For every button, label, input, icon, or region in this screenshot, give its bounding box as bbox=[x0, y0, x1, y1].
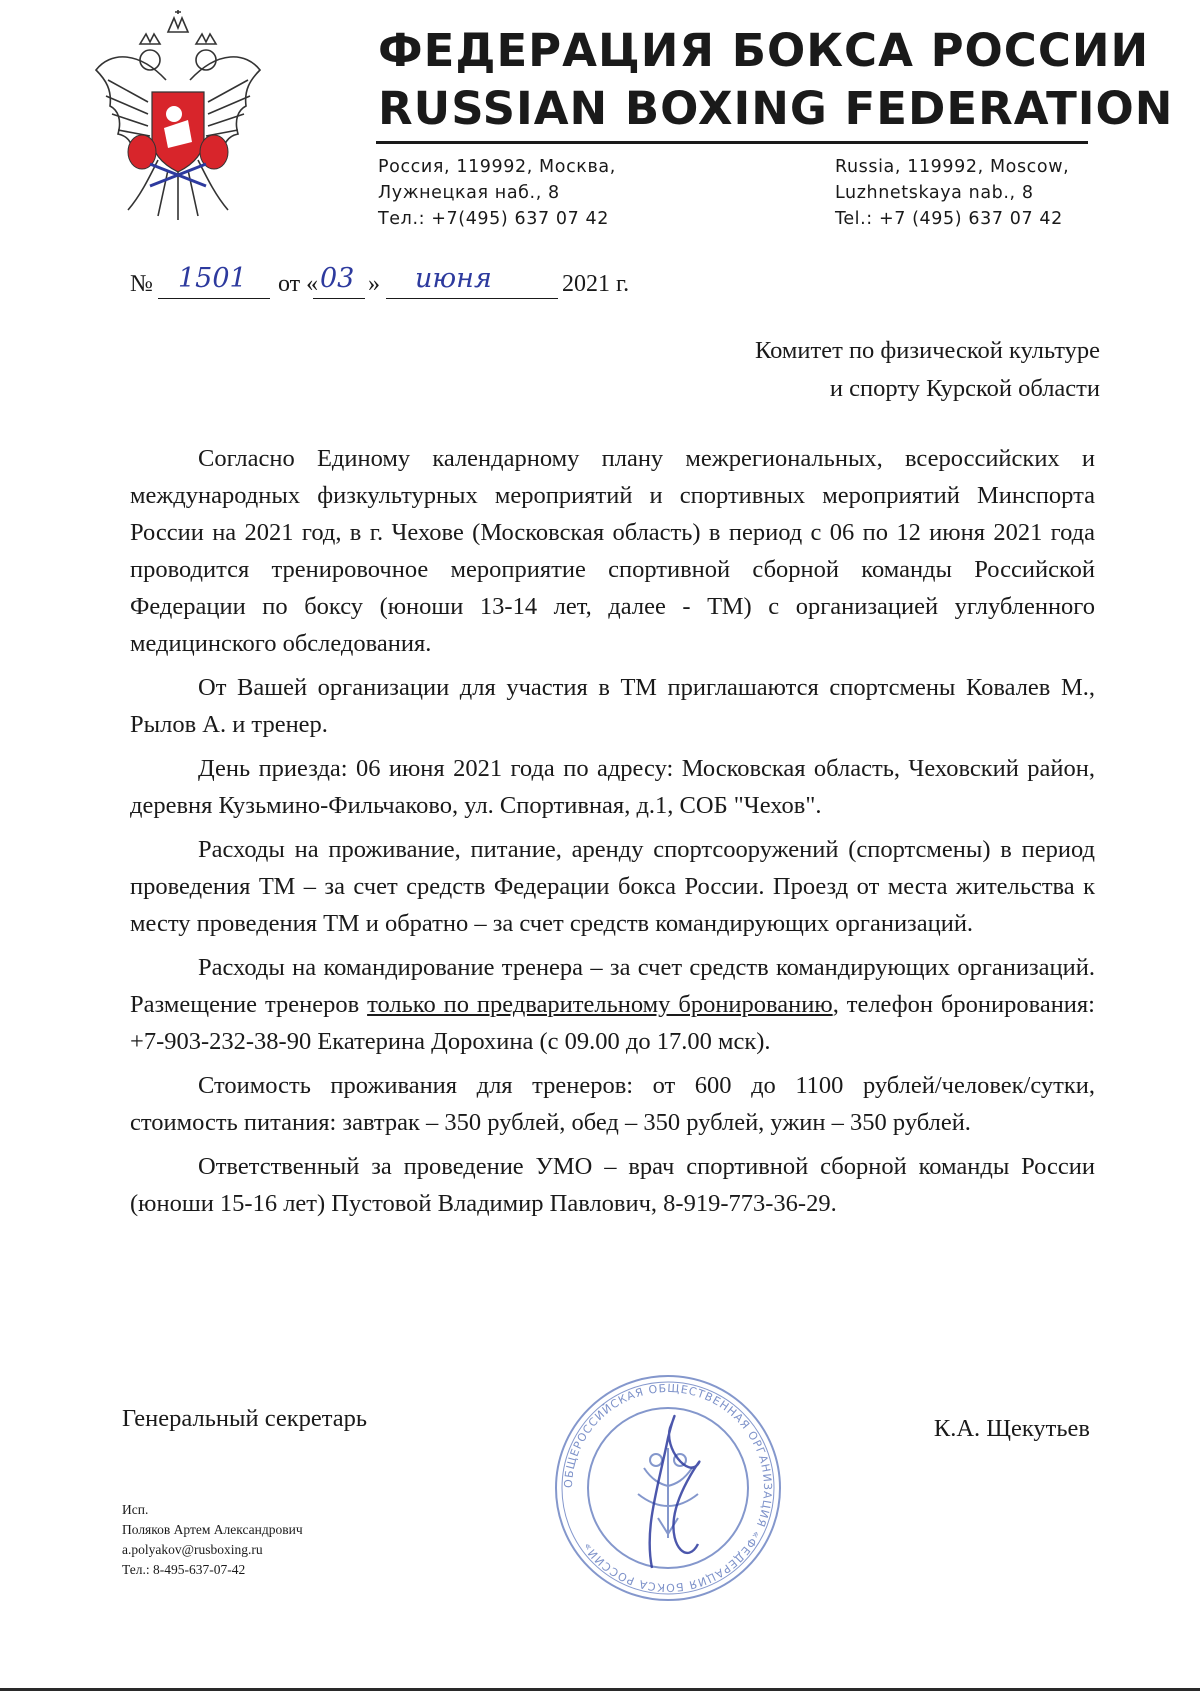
date-day-close: » bbox=[368, 271, 380, 297]
paragraph bbox=[130, 949, 1095, 1060]
address-ru-line: Лужнецкая наб., 8 bbox=[378, 183, 560, 203]
underlined-text: только по предварительному бронированию bbox=[367, 991, 833, 1018]
paragraph: День приезда: 06 июня 2021 года по адресу: Московская область, Чеховский район, деревня Кузьмино-Фильчаково, ул. Спортивная, д.1, СОБ "Чехов". bbox=[130, 755, 1095, 819]
signatory-title: Генеральный секретарь bbox=[122, 1405, 368, 1432]
date-year: 2021 г. bbox=[562, 271, 630, 297]
address-ru-line: Россия, 119992, Москва, bbox=[378, 157, 616, 177]
address-en-line: Luzhnetskaya nab., 8 bbox=[835, 183, 1034, 203]
number-blank bbox=[158, 298, 270, 299]
seal-text: ОБЩЕРОССИЙСКАЯ ОБЩЕСТВЕННАЯ ОРГАНИЗАЦИЯ «ФЕДЕРАЦИЯ БОКСА РОССИИ» bbox=[561, 1381, 775, 1595]
address-en-phone: Tel.: +7 (495) 637 07 42 bbox=[835, 209, 1063, 229]
scan-edge-line bbox=[0, 1688, 1200, 1691]
addressee-line: Комитет по физической культуре bbox=[755, 337, 1100, 364]
letter-number: 1501 bbox=[178, 263, 247, 294]
signatory-name: К.А. Щекутьев bbox=[933, 1415, 1090, 1442]
day-blank bbox=[313, 298, 365, 299]
addressee bbox=[755, 332, 1100, 408]
date-from-label: от « bbox=[278, 271, 319, 297]
federation-emblem-icon bbox=[88, 10, 268, 230]
executor-name: Поляков Артем Александрович bbox=[122, 1522, 303, 1537]
executor-phone: Тел.: 8-495-637-07-42 bbox=[122, 1562, 246, 1577]
paragraph-text: , телефон бронирования: +7-903-232-38-90 Екатерина Дорохина (с 09.00 до 17.00 мск). bbox=[130, 991, 1095, 1055]
address-ru-phone: Тел.: +7(495) 637 07 42 bbox=[378, 209, 609, 229]
paragraph: Стоимость проживания для тренеров: от 600 до 1100 рублей/человек/сутки, стоимость питания: завтрак – 350 рублей, обед – 350 рублей, ужин – 350 рублей. bbox=[130, 1072, 1095, 1136]
executor-info bbox=[122, 1500, 303, 1580]
paragraph: От Вашей организации для участия в ТМ приглашаются спортсмены Ковалев М., Рылов А. и тренер. bbox=[130, 674, 1095, 738]
reference-line bbox=[130, 265, 1030, 305]
paragraph: Ответственный за проведение УМО – врач спортивной сборной команды России (юноши 15-16 лет) Пустовой Владимир Павлович, 8-919-773-36-29. bbox=[130, 1153, 1095, 1217]
number-label: № bbox=[130, 271, 153, 297]
addressee-line: и спорту Курской области bbox=[829, 375, 1100, 402]
address-en bbox=[835, 154, 1069, 232]
letter-body bbox=[130, 440, 1095, 1229]
date-month: июня bbox=[415, 263, 492, 294]
date-day: 03 bbox=[320, 263, 355, 294]
org-name-ru: ФЕДЕРАЦИЯ БОКСА РОССИИ bbox=[378, 24, 1150, 77]
paragraph: Согласно Единому календарному плану межрегиональных, всероссийских и международных физкультурных мероприятий и спортивных мероприятий Минспорта России на 2021 год, в г. Чехове (Московская область) в период с 06 по 12 июня 2021 года проводится тренировочное мероприятие спортивной сборной команды Российской Федерации по боксу (юноши 13-14 лет, далее - ТМ) с организацией углубленного медицинского обследования. bbox=[130, 445, 1095, 657]
executor-label: Исп. bbox=[122, 1502, 149, 1517]
address-ru bbox=[378, 154, 616, 232]
executor-email: a.polyakov@rusboxing.ru bbox=[122, 1542, 263, 1557]
official-seal-icon bbox=[548, 1368, 788, 1608]
org-name-en: RUSSIAN BOXING FEDERATION bbox=[378, 82, 1174, 135]
paragraph-text: Расходы на командирование тренера – за счет средств командирующих организаций. Размещение тренеров bbox=[130, 954, 1095, 1018]
address-en-line: Russia, 119992, Moscow, bbox=[835, 157, 1070, 177]
paragraph: Расходы на проживание, питание, аренду спортсооружений (спортсмены) в период проведения ТМ – за счет средств Федерации бокса России. Проезд от места жительства к месту проведения ТМ и обратно – за счет средств командирующих организаций. bbox=[130, 836, 1095, 937]
header-divider bbox=[376, 141, 1088, 144]
month-blank bbox=[386, 298, 558, 299]
